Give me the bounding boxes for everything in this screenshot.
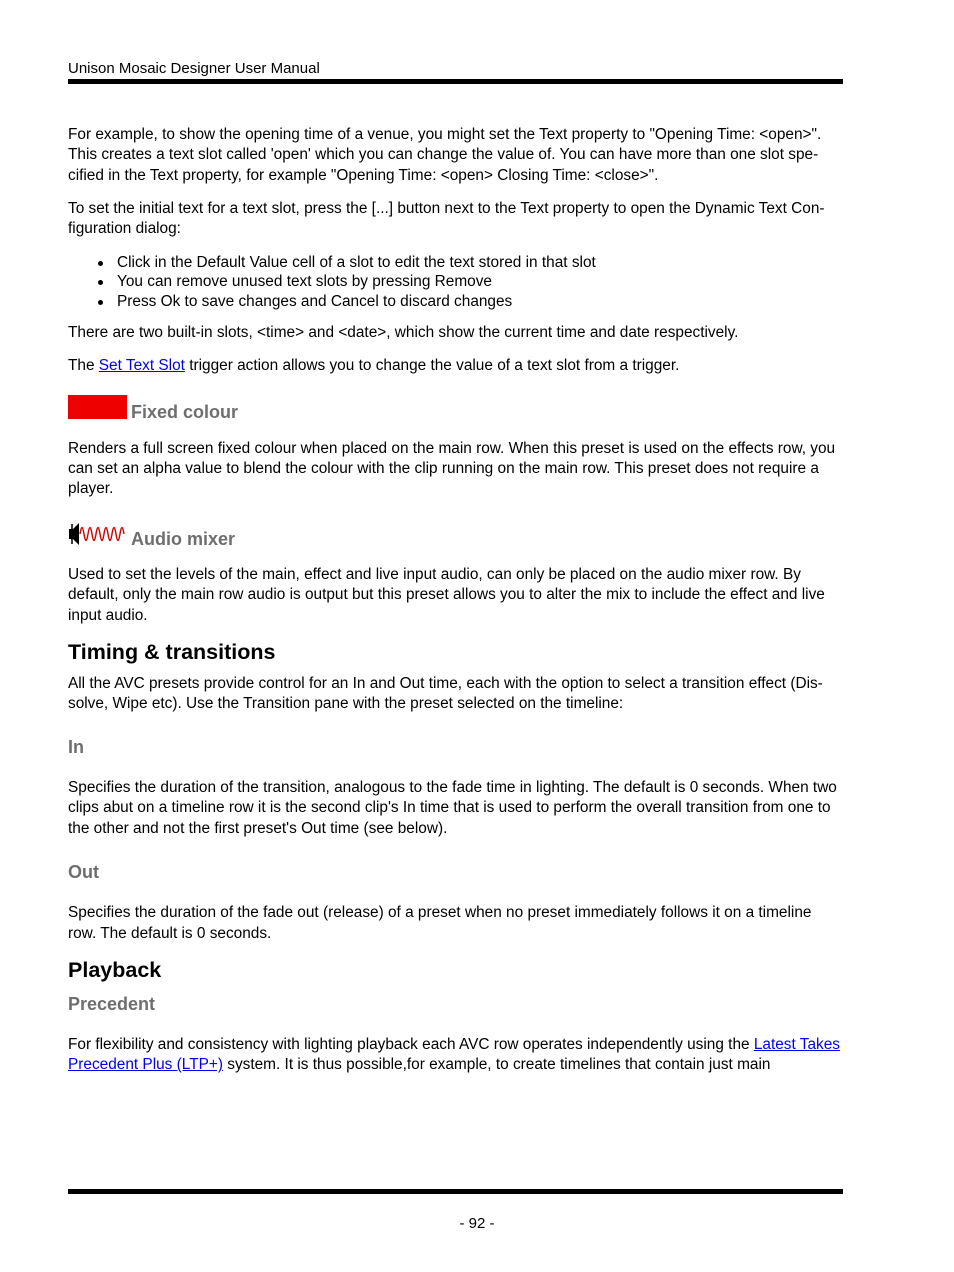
precedent-heading: Precedent — [68, 993, 156, 1014]
dialog-instructions-list — [68, 253, 843, 312]
audio-mixer-heading-row — [68, 519, 843, 549]
bullet-icon — [98, 261, 103, 266]
audio-mixer-heading: Audio mixer — [131, 528, 236, 549]
precedent-description: For flexibility and consistency with lighting playback each AVC row operates independently using the Latest Takes Precedent Plus (LTP+) system. It is thus possible,for example, to create timelines that contain just main — [68, 1035, 840, 1074]
fixed-colour-heading-row — [68, 395, 843, 422]
bullet-icon — [98, 280, 103, 285]
list-item: Press Ok to save changes and Cancel to discard changes — [68, 292, 843, 312]
page-number: - 92 - — [459, 1215, 495, 1232]
built-in-slots-paragraph: There are two built-in slots, <time> and <date>, which show the current time and date respectively. — [68, 324, 739, 342]
in-description: Specifies the duration of the transition, analogous to the fade time in lighting. The default is 0 seconds. When two clips abut on a timeline row it is the second clip's In time that is used to perform the overall transition from one to the other and not the first preset's Out time (see below). — [68, 778, 837, 837]
ltp-plus-link[interactable]: Latest Takes Precedent Plus (LTP+) — [68, 1035, 840, 1074]
list-item: You can remove unused text slots by pressing Remove — [68, 272, 843, 292]
fixed-colour-description: Renders a full screen fixed colour when placed on the main row. When this preset is used on the effects row, you can set an alpha value to blend the colour with the clip running on the main row. This preset does not require a player. — [68, 439, 836, 498]
red-colour-swatch-icon — [68, 395, 127, 419]
timing-description: All the AVC presets provide control for an In and Out time, each with the option to select a transition effect (Dis-solve, Wipe etc). Use the Transition pane with the preset selected on the timeline: — [68, 675, 823, 713]
footer-rule — [68, 1189, 843, 1194]
header-rule — [68, 79, 843, 84]
intro-paragraph-2: To set the initial text for a text slot, press the [...] button next to the Text property to open the Dynamic Text Con-figuration dialog: — [68, 199, 825, 238]
set-text-slot-link[interactable]: Set Text Slot — [98, 357, 185, 375]
running-header: Unison Mosaic Designer User Manual — [68, 60, 320, 77]
speaker-waveform-icon — [68, 519, 127, 549]
timing-transitions-heading: Timing & transitions — [68, 640, 276, 665]
audio-mixer-description: Used to set the levels of the main, effect and live input audio, can only be placed on the audio mixer row. By default, only the main row audio is output but this preset allows you to alter the mix to include the effect and live input audio. — [68, 565, 825, 624]
bullet-icon — [98, 300, 103, 305]
fixed-colour-heading: Fixed colour — [131, 401, 239, 422]
list-item: Click in the Default Value cell of a slot to edit the text stored in that slot — [68, 253, 843, 273]
out-heading: Out — [68, 862, 99, 883]
out-description: Specifies the duration of the fade out (release) of a preset when no preset immediately follows it on a timeline row. The default is 0 seconds. — [68, 904, 812, 942]
page-content — [68, 125, 843, 1076]
in-heading: In — [68, 736, 84, 757]
set-text-slot-paragraph: The Set Text Slot trigger action allows you to change the value of a text slot from a trigger. — [68, 357, 680, 375]
playback-heading: Playback — [68, 957, 162, 982]
intro-paragraph-1: For example, to show the opening time of a venue, you might set the Text property to "Opening Time: <open>". This creates a text slot called 'open' which you can change the value of. You can have more than one slot spe-cified in the Text property, for example "Opening Time: <open> Closing Time: <close>". — [68, 126, 822, 184]
